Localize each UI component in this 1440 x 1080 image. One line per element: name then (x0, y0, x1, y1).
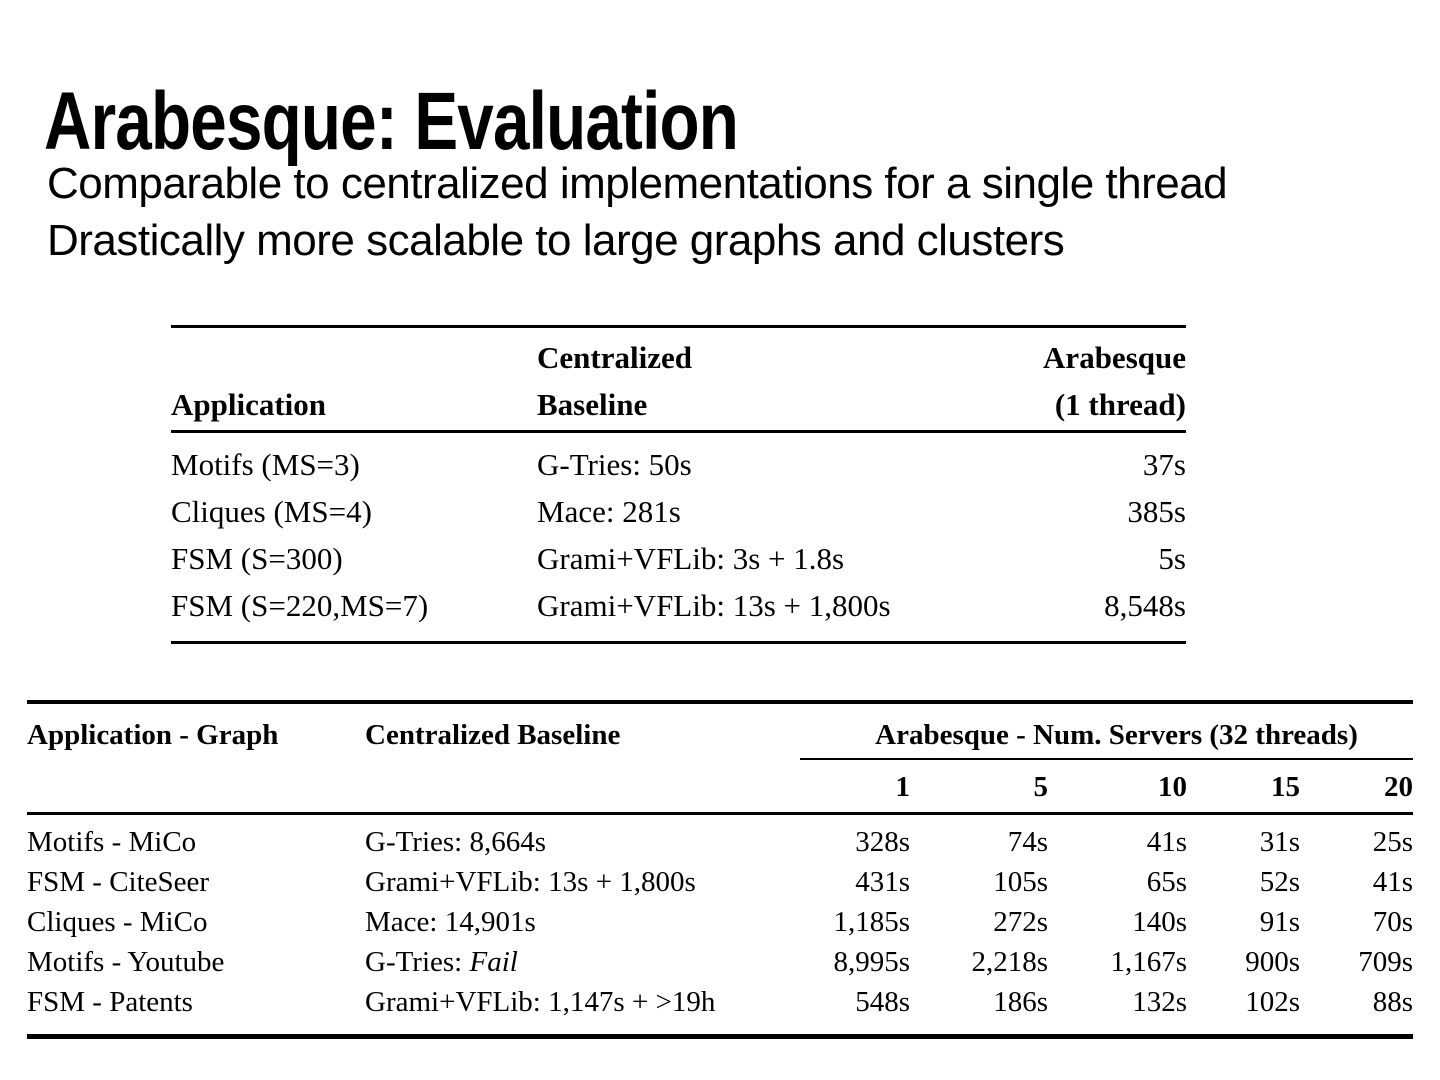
t1-baseline-cell: Mace: 281s (537, 494, 681, 529)
t2-time-cell: 102s (1245, 986, 1300, 1018)
t1-baseline-cell: Grami+VFLib: 3s + 1.8s (537, 541, 845, 576)
t2-time-cell: 105s (993, 866, 1048, 898)
t2-header-servers-15: 15 (1187, 759, 1300, 814)
t2-time-cell: 140s (1132, 906, 1187, 938)
t2-time-cell: 900s (1245, 946, 1300, 978)
t2-app-cell: Motifs - MiCo (27, 826, 197, 858)
intro-text (47, 155, 1227, 269)
t2-time-cell: 272s (993, 906, 1048, 938)
table-header-row (171, 327, 1186, 432)
t2-time-cell: 132s (1132, 986, 1187, 1018)
t2-header-servers-20: 20 (1300, 759, 1413, 814)
t2-header-servers-group: Arabesque - Num. Servers (32 threads) (800, 702, 1413, 759)
t1-header-arabesque-line1: Arabesque (1043, 340, 1186, 375)
single-thread-table (171, 325, 1186, 644)
t2-time-cell: 431s (855, 866, 910, 898)
t2-time-cell: 25s (1372, 826, 1414, 858)
t1-app-cell: Motifs (MS=3) (171, 447, 360, 482)
table-row (27, 982, 1413, 1037)
baseline-text: Grami+VFLib: 13s + 1,800s (365, 866, 696, 898)
t2-time-cell: 65s (1146, 866, 1187, 898)
t2-header-servers-10: 10 (1048, 759, 1187, 814)
t2-app-cell: FSM - CiteSeer (27, 866, 210, 898)
t1-header-application (171, 327, 537, 432)
baseline-text: Grami+VFLib: 1,147s + >19h (365, 986, 716, 1018)
table-row (27, 902, 1413, 942)
t2-baseline-cell (365, 942, 800, 982)
t2-time-cell: 91s (1259, 906, 1300, 938)
t2-baseline-cell (365, 814, 800, 863)
t1-app-cell: FSM (S=300) (171, 541, 343, 576)
t1-header-baseline-line2: Baseline (537, 387, 648, 422)
t2-time-cell: 1,185s (833, 906, 910, 938)
t2-time-cell: 70s (1372, 906, 1414, 938)
t2-time-cell: 41s (1372, 866, 1414, 898)
table-row (171, 582, 1186, 643)
t2-baseline-cell (365, 982, 800, 1037)
t1-time-cell: 385s (1127, 494, 1186, 529)
t2-header-baseline: Centralized Baseline (365, 702, 800, 814)
baseline-text: G-Tries: 8,664s (365, 826, 547, 858)
table-row (171, 535, 1186, 582)
t1-baseline-cell: Grami+VFLib: 13s + 1,800s (537, 588, 891, 623)
intro-line-1: Comparable to centralized implementations for a single thread (47, 159, 1228, 208)
t2-app-cell: FSM - Patents (27, 986, 193, 1018)
t2-header-application-graph: Application - Graph (27, 702, 365, 814)
t2-time-cell: 2,218s (971, 946, 1048, 978)
t2-time-cell: 52s (1259, 866, 1300, 898)
table-row (27, 862, 1413, 902)
t1-app-cell: Cliques (MS=4) (171, 494, 372, 529)
t2-time-cell: 41s (1146, 826, 1187, 858)
t1-header-arabesque (982, 327, 1186, 432)
cluster-scalability-table (27, 700, 1413, 1039)
baseline-italic-text: Fail (469, 946, 518, 978)
t2-time-cell: 186s (993, 986, 1048, 1018)
t2-baseline-cell (365, 902, 800, 942)
t2-time-cell: 31s (1259, 826, 1300, 858)
t1-time-cell: 5s (1158, 541, 1186, 576)
intro-line-2: Drastically more scalable to large graphs and clusters (47, 216, 1065, 265)
t1-time-cell: 8,548s (1104, 588, 1186, 623)
t2-time-cell: 88s (1372, 986, 1414, 1018)
t1-header-application-label: Application (171, 387, 327, 422)
t2-header-servers-5: 5 (910, 759, 1048, 814)
table-row (27, 942, 1413, 982)
t2-time-cell: 328s (855, 826, 910, 858)
table-header-row (27, 702, 1413, 759)
t2-app-cell: Motifs - Youtube (27, 946, 225, 978)
t1-header-baseline (537, 327, 982, 432)
t2-time-cell: 1,167s (1110, 946, 1187, 978)
baseline-text: G-Tries: (365, 946, 463, 978)
t2-time-cell: 74s (1007, 826, 1048, 858)
table-row (171, 488, 1186, 535)
t1-header-arabesque-line2: (1 thread) (1054, 387, 1186, 422)
baseline-text: Mace: 14,901s (365, 906, 536, 938)
t2-time-cell: 709s (1358, 946, 1414, 978)
page-title: Arabesque: Evaluation (44, 75, 739, 167)
t1-time-cell: 37s (1142, 447, 1186, 482)
t2-baseline-cell (365, 862, 800, 902)
table-row (27, 814, 1413, 863)
t1-header-baseline-line1: Centralized (537, 340, 692, 375)
t2-time-cell: 8,995s (833, 946, 910, 978)
t2-app-cell: Cliques - MiCo (27, 906, 208, 938)
t1-app-cell: FSM (S=220,MS=7) (171, 588, 429, 623)
table-row (171, 432, 1186, 489)
t1-baseline-cell: G-Tries: 50s (537, 447, 692, 482)
t2-header-servers-1: 1 (800, 759, 910, 814)
t2-time-cell: 548s (855, 986, 910, 1018)
